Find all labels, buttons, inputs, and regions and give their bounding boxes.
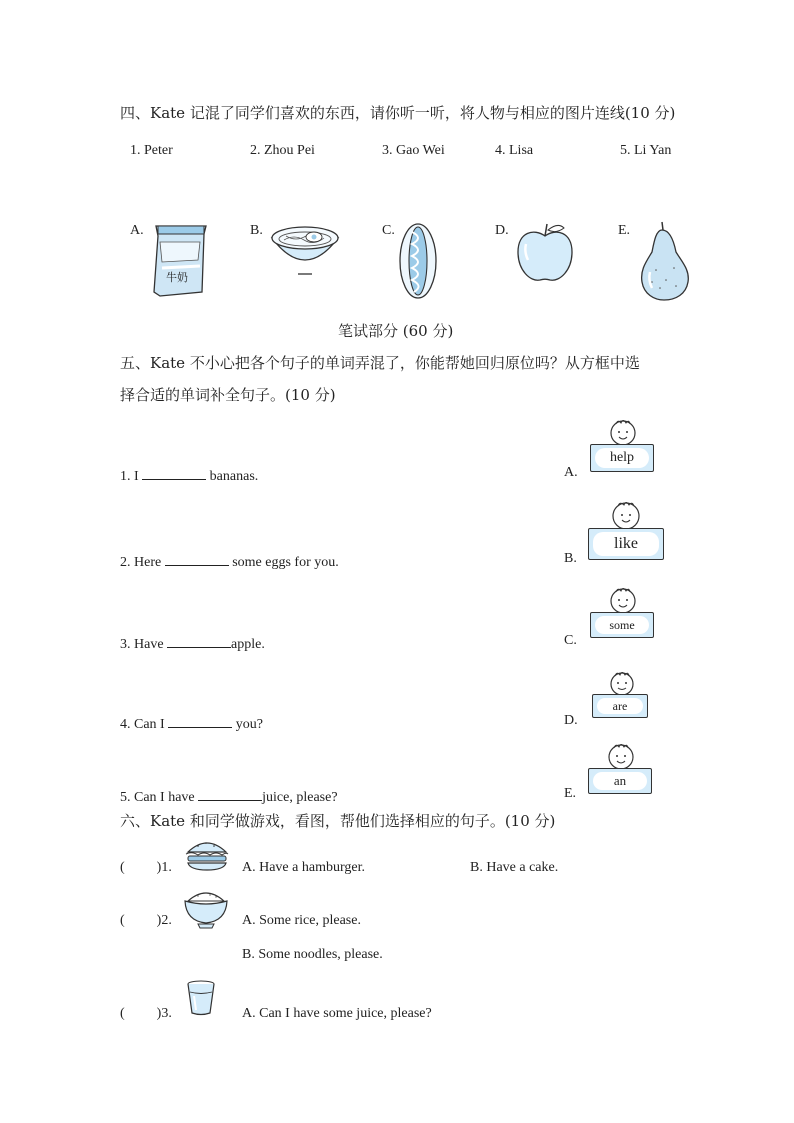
item2-option-b: B. Some noodles, please. xyxy=(242,947,383,962)
sentence-4: 4. Can I you? xyxy=(120,713,263,733)
word-card-c-board xyxy=(590,612,654,638)
word-card-letter-c: C. xyxy=(564,633,577,648)
word-some: some xyxy=(609,618,635,632)
word-card-d-board xyxy=(592,694,648,718)
answer-blank-3[interactable] xyxy=(167,633,231,648)
option-letter-a: A. xyxy=(130,223,144,238)
word-card-letter-d: D. xyxy=(564,713,578,728)
child-head-icon xyxy=(608,586,638,614)
hotdog-icon xyxy=(398,222,438,304)
pear-icon xyxy=(636,220,692,306)
hamburger-icon xyxy=(184,838,230,876)
item3-option-a: A. Can I have some juice, please? xyxy=(242,1006,432,1021)
written-section-heading: 笔试部分 (60 分) xyxy=(338,322,454,340)
word-card-letter-e: E. xyxy=(564,786,577,801)
child-head-icon xyxy=(608,670,636,696)
apple-icon xyxy=(514,222,576,288)
word-card-a-board xyxy=(590,444,654,472)
answer-blank-4[interactable] xyxy=(168,713,232,728)
child-head-icon xyxy=(610,500,642,530)
word-card-b-board xyxy=(588,528,664,560)
word-card-e xyxy=(588,742,654,796)
rice-bowl-icon xyxy=(182,887,230,933)
name-gao-wei: 3. Gao Wei xyxy=(382,143,445,158)
sentence-1: 1. I bananas. xyxy=(120,465,258,485)
noodle-bowl-icon xyxy=(270,224,340,284)
item1-option-b: B. Have a cake. xyxy=(470,860,559,875)
item2-option-a: A. Some rice, please. xyxy=(242,913,361,928)
milk-bag-icon: 牛奶 xyxy=(150,222,212,300)
option-letter-c: C. xyxy=(382,223,395,238)
section5-title-line1: 五、Kate 不小心把各个句子的单词弄混了，你能帮她回归原位吗？从方框中选 xyxy=(120,354,640,372)
answer-paren-3[interactable]: ( )3. xyxy=(120,1006,172,1021)
section4-title: 四、Kate 记混了同学们喜欢的东西，请你听一听，将人物与相应的图片连线(10 分) xyxy=(120,104,676,122)
option-letter-e: E. xyxy=(618,223,631,238)
answer-blank-2[interactable] xyxy=(165,551,229,566)
word-like: like xyxy=(614,535,638,552)
word-are: are xyxy=(612,699,628,713)
answer-blank-5[interactable] xyxy=(198,786,262,801)
item1-option-a: A. Have a hamburger. xyxy=(242,860,365,875)
word-help: help xyxy=(609,450,635,465)
section6-title: 六、Kate 和同学做游戏，看图，帮他们选择相应的句子。(10 分) xyxy=(120,812,556,830)
child-head-icon xyxy=(608,418,638,446)
word-card-d xyxy=(592,670,650,720)
name-li-yan: 5. Li Yan xyxy=(620,143,672,158)
word-card-c xyxy=(590,586,656,640)
word-card-b xyxy=(588,500,666,562)
child-head-icon xyxy=(606,742,636,770)
answer-paren-1[interactable]: ( )1. xyxy=(120,860,172,875)
section5-title-line2: 择合适的单词补全句子。(10 分) xyxy=(120,386,336,404)
word-an: an xyxy=(613,773,627,788)
name-peter: 1. Peter xyxy=(130,143,173,158)
sentence-2: 2. Here some eggs for you. xyxy=(120,551,339,571)
name-zhou-pei: 2. Zhou Pei xyxy=(250,143,315,158)
option-letter-b: B. xyxy=(250,223,263,238)
answer-paren-2[interactable]: ( )2. xyxy=(120,913,172,928)
word-card-a xyxy=(590,418,656,476)
sentence-5: 5. Can I have juice, please? xyxy=(120,786,338,806)
juice-cup-icon xyxy=(186,980,216,1020)
word-card-e-board xyxy=(588,768,652,794)
word-card-letter-b: B. xyxy=(564,551,577,566)
word-card-letter-a: A. xyxy=(564,465,578,480)
name-lisa: 4. Lisa xyxy=(495,143,534,158)
option-letter-d: D. xyxy=(495,223,509,238)
sentence-3: 3. Have apple. xyxy=(120,633,265,653)
answer-blank-1[interactable] xyxy=(142,465,206,480)
